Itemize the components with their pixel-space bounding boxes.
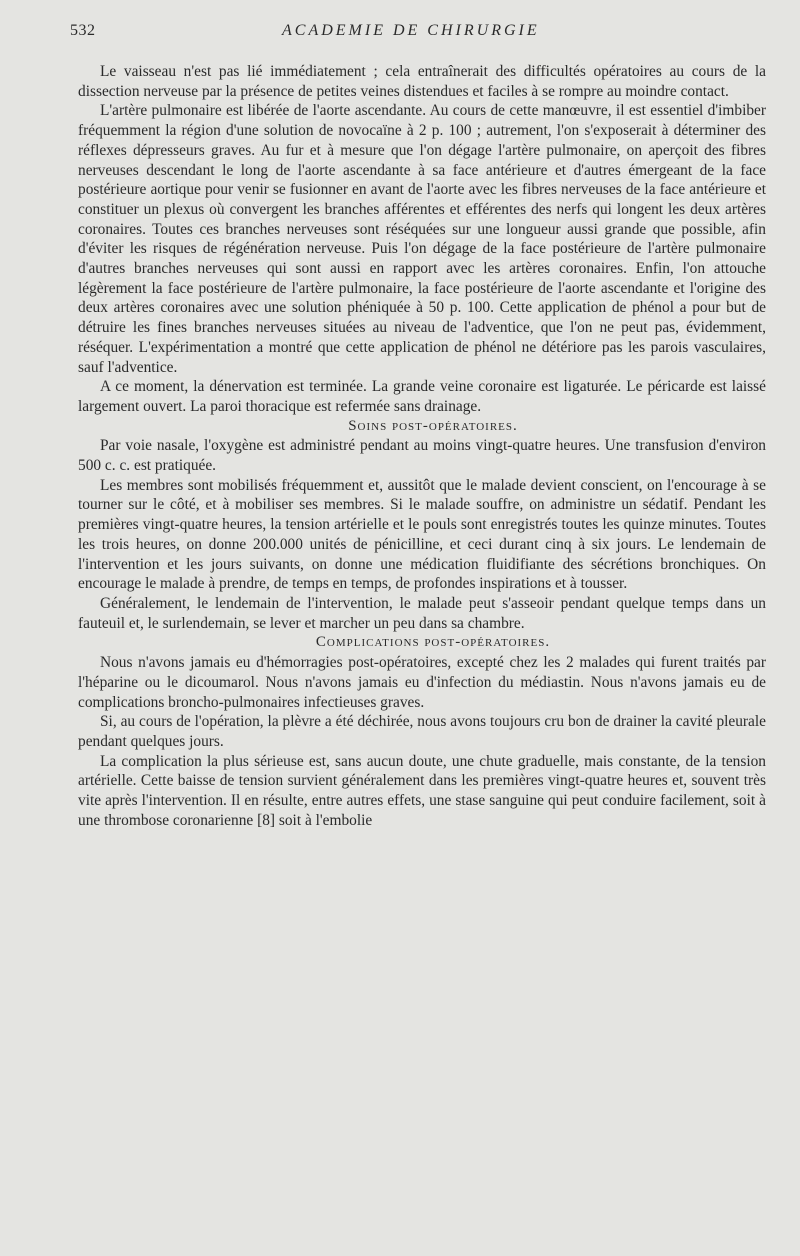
paragraph: L'artère pulmonaire est libérée de l'aorte ascendante. Au cours de cette manœuvre, il est essentiel d'imbiber fréquemment la région d'une solution de novocaïne à 2 p. 100 ; autrement, l'on s'exposerait à déterminer des réflexes dépresseurs graves. Au fur et à mesure que l'on dégage l'artère pulmonaire, on aperçoit des fibres nerveuses descendant le long de l'aorte ascendante à sa face antérieure et d'autres émergeant de la face postérieure aortique pour venir se fusionner en avant de l'aorte avec les fibres nerveuses de la face antérieure et constituer un plexus où convergent les branches afférentes et efférentes des nerfs qui longent les deux artères coronaires. Toutes ces branches nerveuses sont réséquées sur une longueur aussi grande que possible, afin d'éviter les risques de régénération nerveuse. Puis l'on dégage de la face postérieure de l'artère pulmonaire d'autres branches nerveuses qui sont aussi en rapport avec les artères coronaires. Enfin, l'on attouche légèrement la face postérieure de l'artère pulmonaire, la face postérieure de l'aorte ascendante et l'origine des deux artères coronaires avec une solution phéniquée à 50 p. 100. Cette application de phénol a pour but de détruire les fines branches nerveuses situées au niveau de l'adventice, que l'on ne peut pas, évidemment, réséquer. L'expérimentation a montré que cette application de phénol ne détériore pas les parois vasculaires, sauf l'adventice. [78, 102, 766, 376]
paragraph: Par voie nasale, l'oxygène est administré pendant au moins vingt-quatre heures. Une transfusion d'environ 500 c. c. est pratiquée. [78, 437, 766, 475]
page-number: 532 [70, 22, 96, 39]
paragraph: Les membres sont mobilisés fréquemment et, aussitôt que le malade devient conscient, on l'encourage à se tourner sur le côté, et à mobiliser ses membres. Si le malade souffre, on administre un sédatif. Pendant les premières vingt-quatre heures, la tension artérielle et le pouls sont enregistrés toutes les quinze minutes. Toutes les trois heures, on donne 200.000 unités de pénicilline, et ceci durant cinq à six jours. Le lendemain de l'intervention et les jours suivants, on donne une médication fluidifiante des sécrétions bronchiques. On encourage le malade à prendre, de temps en temps, de profondes inspirations et à tousser. [78, 476, 766, 593]
paragraph: Le vaisseau n'est pas lié immédiatement ; cela entraînerait des difficultés opératoires au cours de la dissection nerveuse par la présence de petites veines distendues et faciles à se rompre au moindre contact. [78, 63, 766, 100]
paragraph: Généralement, le lendemain de l'intervention, le malade peut s'asseoir pendant quelque temps dans un fauteuil et, le surlendemain, se lever et marcher un peu dans sa chambre. [78, 594, 766, 632]
section-heading-complications: Complications post-opératoires. [315, 634, 551, 651]
page-header [70, 22, 770, 46]
paragraph: Nous n'avons jamais eu d'hémorragies post-opératoires, excepté chez les 2 malades qui furent traités par l'héparine ou le dicoumarol. Nous n'avons jamais eu d'infection du médiastin. Nous n'avons jamais eu de complications broncho-pulmonaires infectieuses graves. [78, 654, 766, 711]
running-title: ACADEMIE DE CHIRURGIE [282, 22, 540, 39]
section-heading-soins: Soins post-opératoires. [348, 417, 518, 434]
paragraph: Si, au cours de l'opération, la plèvre a été déchirée, nous avons toujours cru bon de drainer la cavité pleurale pendant quelques jours. [78, 713, 766, 750]
paragraph: La complication la plus sérieuse est, sans aucun doute, une chute graduelle, mais constante, de la tension artérielle. Cette baisse de tension survient généralement dans les premières vingt-quatre heures et, souvent très vite après l'intervention. Il en résulte, entre autres effets, une stase sanguine qui peut conduire facilement, soit à une thrombose coronarienne [8] soit à l'embolie [78, 752, 766, 829]
article-body [78, 62, 766, 830]
paragraph: A ce moment, la dénervation est terminée. La grande veine coronaire est ligaturée. Le péricarde est laissé largement ouvert. La paroi thoracique est refermée sans drainage. [78, 378, 766, 415]
